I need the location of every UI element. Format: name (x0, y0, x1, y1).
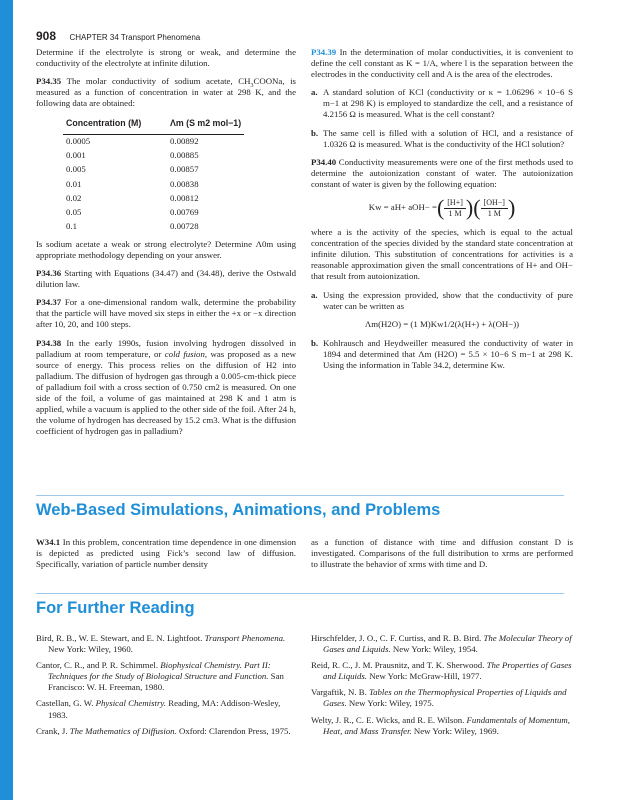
reference-item: Bird, R. B., W. E. Stewart, and E. N. Lightfoot. Transport Phenomena. New York: Wiley, 1960. (36, 633, 286, 655)
problem-label: P34.35 (36, 76, 62, 87)
problem-label: P34.40 (311, 156, 337, 167)
problem-label: W34.1 (36, 537, 61, 547)
problem-p34-40-explanation: where a is the activity of the species, which is equal to the actual concentration of the species divided by the standard state concentration at infinite dilution. This substitution of concentrations for activities is a reasonable approximation given the small concentrations of H+ and OH− that result from autoionization. (311, 227, 573, 282)
section-divider (36, 495, 564, 496)
problem-label: P34.37 (36, 297, 62, 308)
page-sidebar-band (0, 0, 13, 800)
page-header (36, 27, 200, 41)
table-header-molar-conductivity: Λm (S m2 mol−1) (152, 116, 244, 134)
problem-p34-39-part-b: b. The same cell is filled with a solution of HCl, and a resistance of 1.0326 Ω is measured. What is the conductivity of the HCl solution? (311, 127, 573, 149)
right-column (311, 47, 573, 378)
conductivity-equation: Λm(H2O) = (1 M)Kw1/2(λ(H+) + λ(OH−)) (364, 318, 520, 329)
table-row: 0.0005 0.00892 (66, 136, 199, 147)
problem-p34-39-part-a: a. A standard solution of KCl (conductivity or κ = 1.06296 × 10−6 S m−1 at 298 K) is employed to standardize the cell, and a resistance of 4.2156 Ω is measured. What is the cell constant? (311, 87, 573, 120)
reference-item: Welty, J. R., C. E. Wicks, and R. E. Wilson. Fundamentals of Momentum, Heat, and Mass Transfer. New York: Wiley, 1969. (311, 714, 570, 736)
reference-item: Castellan, G. W. Physical Chemistry. Reading, MA: Addison-Wesley, 1983. (36, 698, 281, 720)
reference-item: Vargaftik, N. B. Tables on the Thermophysical Properties of Liquids and Gases. New York: Wiley, 1975. (311, 687, 567, 709)
table-header-concentration: Concentration (M) (63, 116, 152, 134)
table-row: 0.02 0.00812 (66, 192, 199, 203)
conductivity-table (63, 116, 244, 233)
section-divider (36, 593, 564, 594)
reference-item: Cantor, C. R., and P. R. Schimmel. Biophysical Chemistry. Part II: Techniques for the Study of Biological Structure and Function. San Francisco: W. H. Freeman, 1980. (36, 660, 284, 693)
chapter-title: CHAPTER 34 Transport Phenomena (69, 33, 201, 42)
reference-item: Hirschfelder, J. O., C. F. Curtiss, and R. B. Bird. The Molecular Theory of Gases and Liquids. New York: Wiley, 1954. (311, 633, 572, 655)
autoionization-equation: Kw = aH+ aOH− = ( $\frac{[H+]}{1 M}$ )( $\frac{[OH-]}{1 M}$ ) (368, 195, 516, 221)
reading-list-right (311, 633, 573, 742)
problem-label: P34.39 (311, 47, 337, 57)
problem-p34-40: P34.40 Conductivity measurements were one of the first methods used to determine the autoionization constant of water. The autoionization constant of water is given by the following equation: (311, 156, 573, 189)
reading-section-heading: For Further Reading (36, 599, 195, 617)
problem-p34-36: P34.36 Starting with Equations (34.47) and (34.48), derive the Ostwald dilution law. (36, 268, 296, 290)
reference-item: Reid, R. C., J. M. Prausnitz, and T. K. Sherwood. The Properties of Gases and Liquids. New York: McGraw-Hill, 1977. (311, 660, 572, 682)
page-number: 908 (36, 29, 57, 43)
table-row: 0.01 0.00838 (66, 178, 199, 189)
problem-p34-40-part-a: a. Using the expression provided, show that the conductivity of pure water can be written as (311, 289, 573, 311)
table-row: 0.005 0.00857 (66, 164, 199, 175)
web-problem-right: as a function of distance with time and diffusion constant D is investigated. Comparisons of the full distribution to xrms are performed to illustrate the behavior of xrms with time and D. (311, 537, 573, 570)
table-row: 0.1 0.00728 (66, 221, 199, 232)
problem-p34-38: P34.38 In the early 1990s, fusion involving hydrogen dissolved in palladium at room temperature, or cold fusion, was proposed as a new source of energy. This process relies on the diffusion of H2 into palladium. The diffusion of hydrogen gas through a 0.005-cm-thick piece of palladium foil with a cross section of 0.750 cm2 is measured. On one side of the foil, a volume of gas maintained at 298 K and 1 atm is applied, while a vacuum is applied to the other side of the foil. After 24 h, the volume of hydrogen has decreased by 15.2 cm3. What is the diffusion coefficient of hydrogen gas in palladium? (36, 337, 297, 437)
reading-list-left (36, 633, 296, 742)
problem-p34-40-part-b: b. Kohlrausch and Heydweiller measured the conductivity of water in 1894 and determined that Λm (H2O) = 5.5 × 10−6 S m−1 at 298 K. Using the information in Table 34.2, determine Kw. (311, 337, 573, 370)
left-column (36, 47, 296, 444)
web-section-heading: Web-Based Simulations, Animations, and Problems (36, 501, 441, 519)
problem-p34-35: P34.35 The molar conductivity of sodium acetate, $CH_3COONa$, is measured as a function of concentration in water at 298 K, and the following data are obtained: (36, 76, 296, 109)
problem-intro: Determine if the electrolyte is strong or weak, and determine the conductivity of the electrolyte at infinite dilution. (36, 47, 296, 69)
problem-p34-35-question: Is sodium acetate a weak or strong electrolyte? Determine Λ0m using appropriate methodology depending on your answer. (36, 238, 296, 260)
web-problem-left: W34.1 In this problem, concentration time dependence in one dimension is depicted as predicted using Fick’s second law of diffusion. Specifically, variation of particle number density (36, 537, 296, 570)
problem-p34-39: P34.39 In the determination of molar conductivities, it is convenient to define the cell constant as K = 1/A, where l is the separation between the electrodes in the conductivity cell and A is the area of the electrodes. (311, 47, 574, 80)
table-row: 0.05 0.00769 (66, 207, 199, 218)
problem-p34-37: P34.37 For a one-dimensional random walk, determine the probability that the particle will have moved six steps in either the +x or −x direction after 10, 20, and 100 steps. (36, 297, 296, 330)
problem-label: P34.38 (36, 337, 62, 348)
reference-item: Crank, J. The Mathematics of Diffusion. Oxford: Clarendon Press, 1975. (36, 725, 291, 736)
table-row: 0.001 0.00885 (66, 150, 199, 161)
problem-label: P34.36 (36, 268, 62, 279)
